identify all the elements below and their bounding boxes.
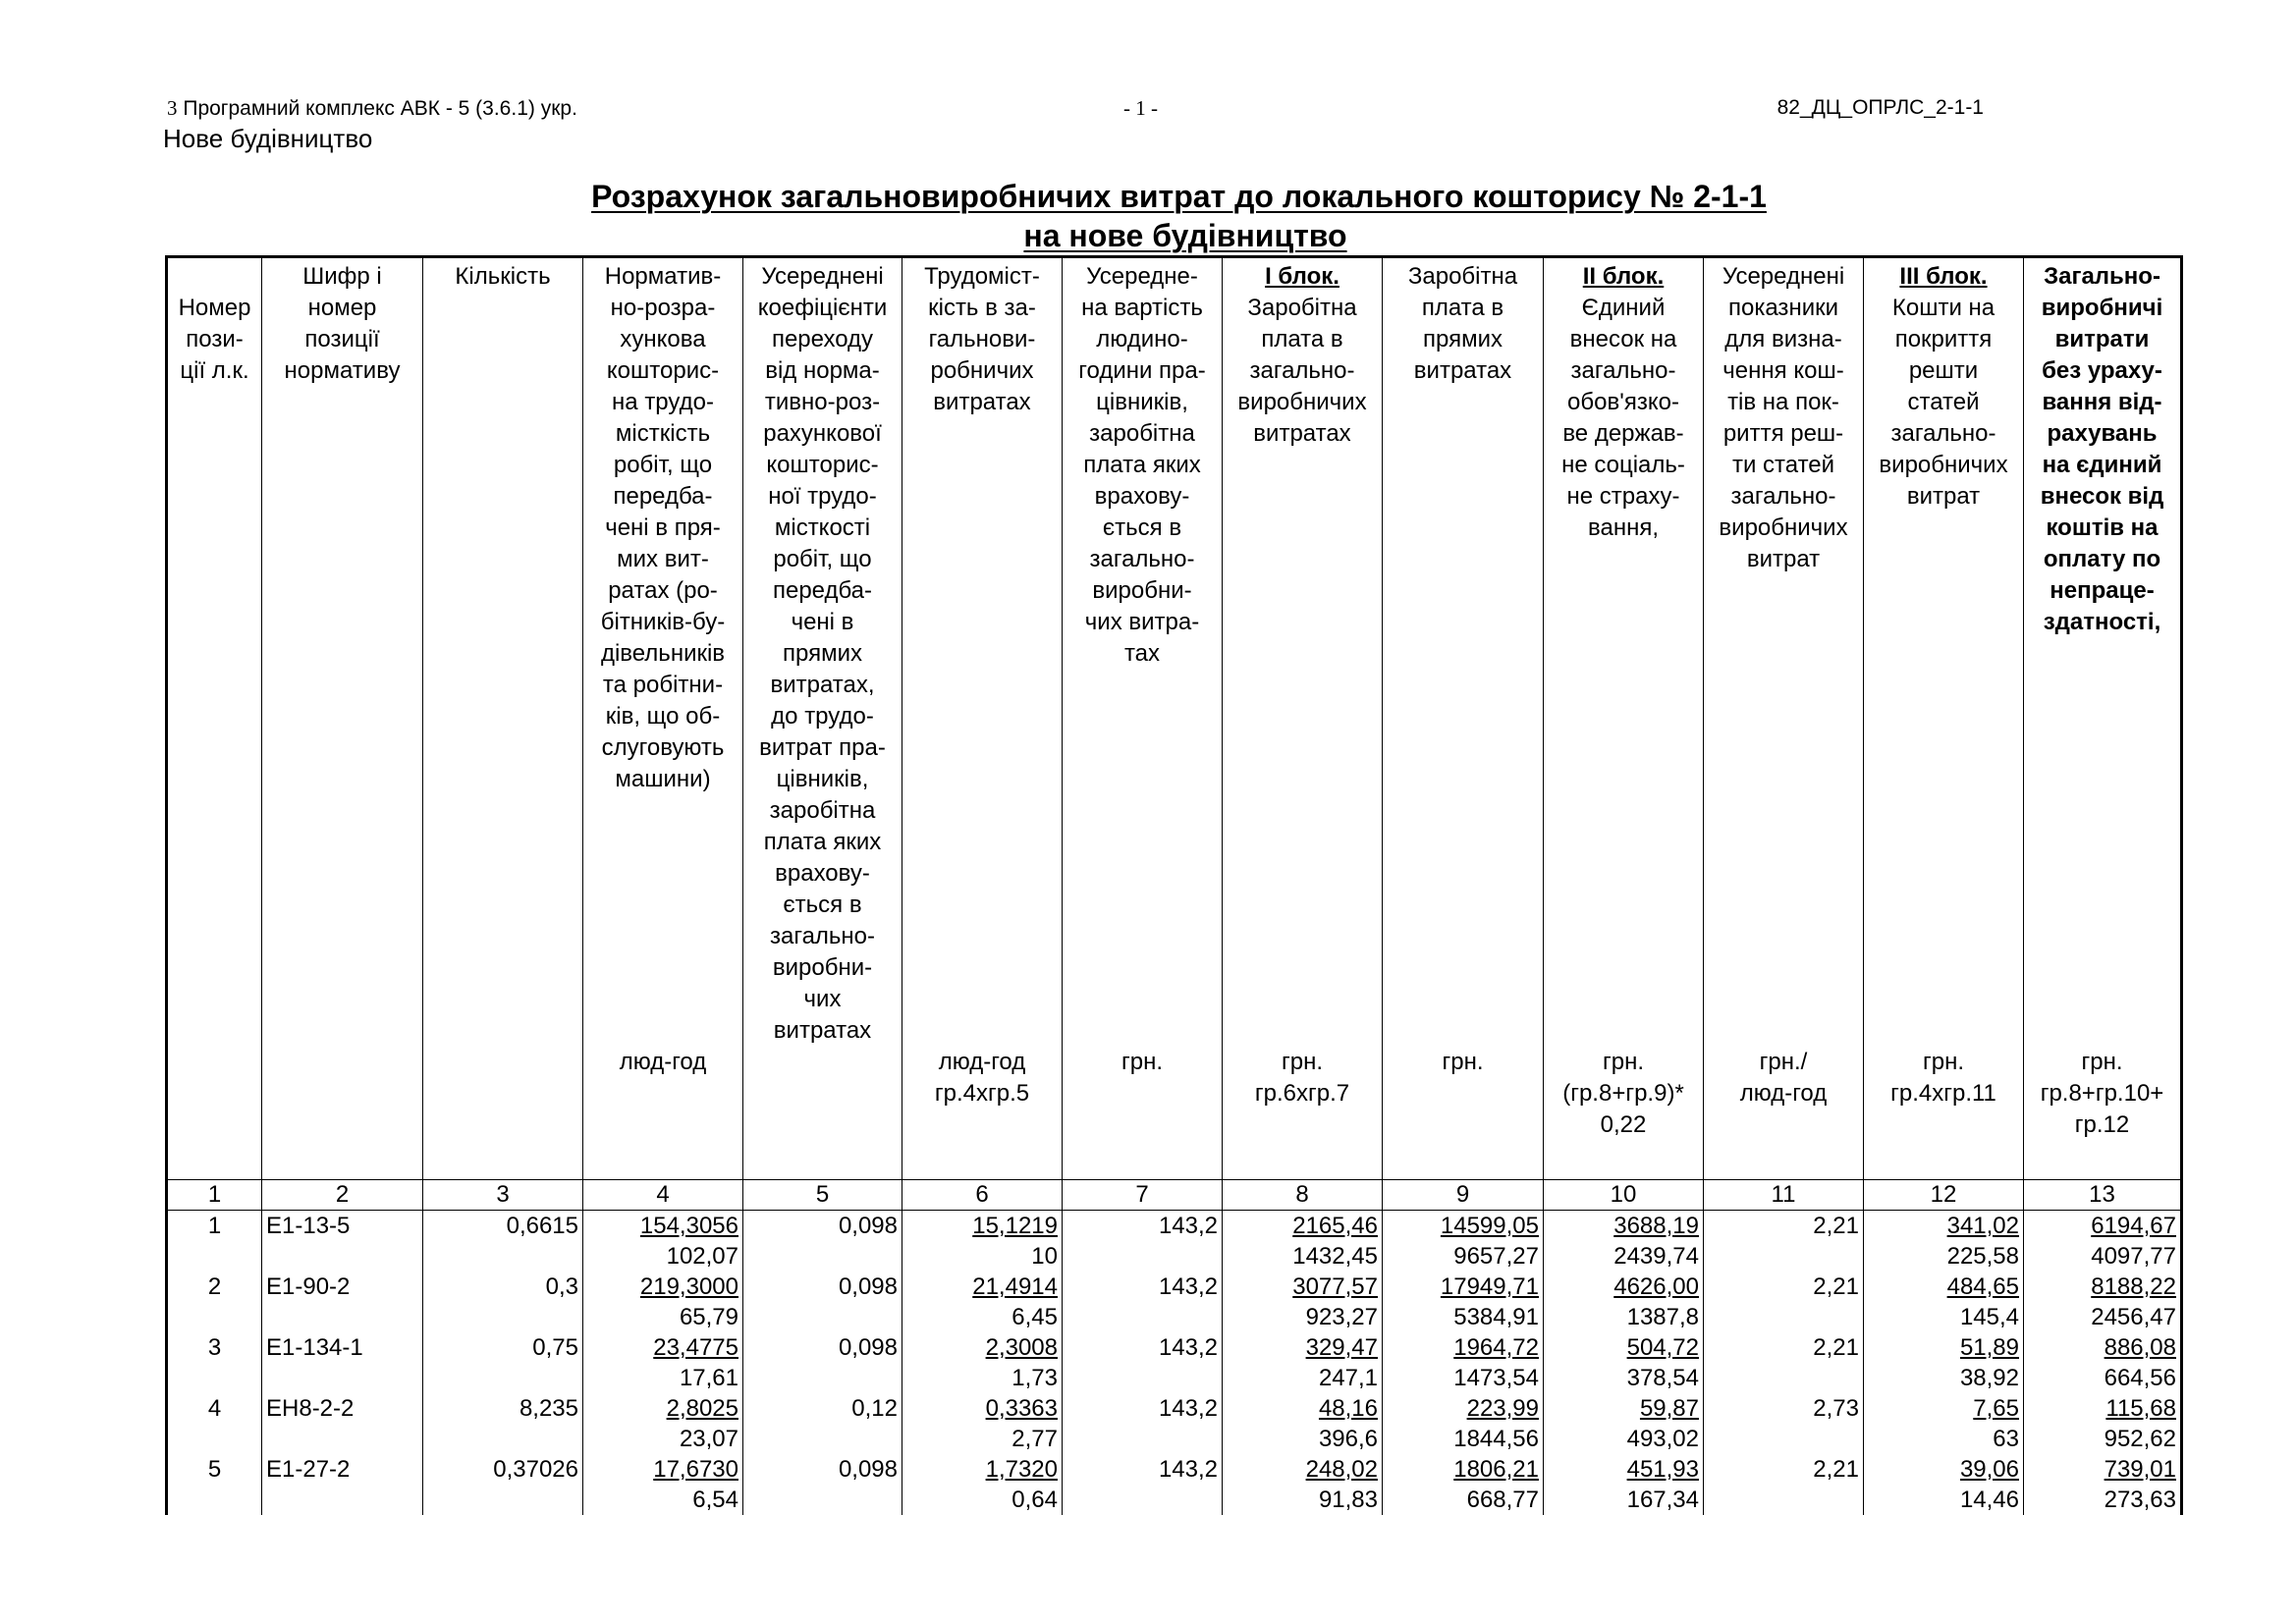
cell-value: 23,4775 <box>653 1334 738 1361</box>
cell-value: 0,098 <box>838 1456 898 1483</box>
cell-c5-secondary <box>743 1485 902 1515</box>
cell-c9 <box>1383 1332 1544 1363</box>
cell-c6 <box>902 1271 1063 1302</box>
cell-value: 219,3000 <box>639 1273 738 1300</box>
cell-value: 2,3008 <box>985 1334 1058 1361</box>
cell-value: 1 <box>207 1213 222 1239</box>
cell-code <box>262 1454 423 1485</box>
col-header-labor-intensity <box>583 257 743 1180</box>
table-row <box>167 1393 2182 1424</box>
cell-num <box>167 1211 262 1242</box>
cell-qty <box>423 1454 583 1485</box>
cell-c10-secondary: 2439,74 <box>1544 1241 1704 1271</box>
cell-c5-secondary <box>743 1302 902 1332</box>
cell-value: 8188,22 <box>2091 1273 2176 1300</box>
cell-c10-secondary: 167,34 <box>1544 1485 1704 1515</box>
overhead-cost-table <box>165 255 2183 1515</box>
cell-c4-secondary: 102,07 <box>583 1241 743 1271</box>
cell-value: 0,098 <box>838 1213 898 1239</box>
col-label: Шифр і номер позиції нормативу <box>284 263 401 384</box>
cell-value: 2,21 <box>1813 1273 1859 1300</box>
cell-code <box>262 1393 423 1424</box>
col-unit: грн. гр.8+гр.10+ гр.12 <box>2040 1049 2164 1138</box>
cell-c7 <box>1063 1211 1223 1242</box>
cell-c8-secondary: 923,27 <box>1223 1302 1383 1332</box>
col-label: Кошти на покриття решти статей загально- виробничих витрат <box>1879 295 2008 510</box>
cell-value: 0,6615 <box>506 1213 578 1239</box>
cell-c6-secondary: 6,45 <box>902 1302 1063 1332</box>
block-label: І блок. <box>1265 263 1339 290</box>
cell-c7-secondary <box>1063 1302 1223 1332</box>
cell-c7-secondary <box>1063 1424 1223 1454</box>
cell-value: 1,7320 <box>985 1456 1058 1483</box>
cell-c4-secondary: 6,54 <box>583 1485 743 1515</box>
col-label: Усереднені показники для визна- чення кош- тів на пок- риття реш- ти статей загально- виробничих витрат <box>1719 263 1848 572</box>
col-number: 9 <box>1383 1180 1544 1211</box>
cell-c5-secondary <box>743 1424 902 1454</box>
cell-c6 <box>902 1332 1063 1363</box>
cell-value: 886,08 <box>2104 1334 2176 1361</box>
cell-value: 48,16 <box>1318 1395 1378 1422</box>
title-line-1: Розрахунок загальновиробничих витрат до локального кошторису № 2-1-1 <box>591 179 1767 214</box>
cell-value: 143,2 <box>1158 1334 1218 1361</box>
page-header-left <box>167 96 577 121</box>
cell-code-secondary <box>262 1424 423 1454</box>
col-header-hour-cost <box>1063 257 1223 1180</box>
column-numbers-row <box>167 1180 2182 1211</box>
col-label: Норматив- но-розра- хункова кошторис- на трудо- місткість робіт, що передба- чені в пря- мих вит- ратах (ро- бітників-бу- дівельників та робітни- ків, що об- слуговують машини) <box>600 263 726 792</box>
cell-value: Е1-13-5 <box>266 1213 351 1239</box>
cell-c12 <box>1864 1393 2024 1424</box>
col-number: 2 <box>262 1180 423 1211</box>
cell-c8-secondary: 1432,45 <box>1223 1241 1383 1271</box>
cell-c12-secondary: 14,46 <box>1864 1485 2024 1515</box>
cell-num-secondary <box>167 1241 262 1271</box>
cell-value: Е1-27-2 <box>266 1456 351 1483</box>
cell-c13-secondary: 664,56 <box>2024 1363 2182 1393</box>
col-number: 8 <box>1223 1180 1383 1211</box>
cell-c12-secondary: 145,4 <box>1864 1302 2024 1332</box>
cell-c11 <box>1704 1271 1864 1302</box>
col-number: 4 <box>583 1180 743 1211</box>
cell-num <box>167 1332 262 1363</box>
col-label: Трудоміст- кість в за- гальнови- робничих витратах <box>924 263 1040 415</box>
cell-code-secondary <box>262 1363 423 1393</box>
software-name: Програмний комплекс АВК - 5 (3.6.1) укр. <box>183 97 577 120</box>
block-label: ІІ блок. <box>1582 263 1665 290</box>
cell-value: 143,2 <box>1158 1213 1218 1239</box>
cell-c11 <box>1704 1393 1864 1424</box>
cell-qty <box>423 1393 583 1424</box>
cell-value: 154,3056 <box>639 1213 738 1239</box>
col-header-position <box>167 257 262 1180</box>
cell-value: 248,02 <box>1305 1456 1378 1483</box>
cell-c9 <box>1383 1393 1544 1424</box>
cell-c13-secondary: 952,62 <box>2024 1424 2182 1454</box>
cell-qty-secondary <box>423 1302 583 1332</box>
cell-c11-secondary <box>1704 1424 1864 1454</box>
cell-c10 <box>1544 1211 1704 1242</box>
table-header-row <box>167 257 2182 1180</box>
cell-value: 143,2 <box>1158 1273 1218 1300</box>
cell-c6 <box>902 1454 1063 1485</box>
cell-value: 0,098 <box>838 1273 898 1300</box>
cell-value: 2,8025 <box>666 1395 738 1422</box>
cell-value: 59,87 <box>1639 1395 1699 1422</box>
cell-c8-secondary: 91,83 <box>1223 1485 1383 1515</box>
cell-c13 <box>2024 1211 2182 1242</box>
cell-c12 <box>1864 1454 2024 1485</box>
col-number: 6 <box>902 1180 1063 1211</box>
cell-c4-secondary: 65,79 <box>583 1302 743 1332</box>
cell-value: 0,3363 <box>985 1395 1058 1422</box>
col-label: Усередне- на вартість людино- години пра- цівників, заробітна плата яких врахову- ється в загально- виробни- чих витра- тах <box>1078 263 1206 667</box>
cell-qty <box>423 1332 583 1363</box>
cell-value: 1806,21 <box>1453 1456 1539 1483</box>
col-number: 10 <box>1544 1180 1704 1211</box>
cell-value: 504,72 <box>1626 1334 1699 1361</box>
cell-c4 <box>583 1271 743 1302</box>
cell-c6-secondary: 10 <box>902 1241 1063 1271</box>
cell-value: 0,098 <box>838 1334 898 1361</box>
cell-c10 <box>1544 1454 1704 1485</box>
cell-c10 <box>1544 1271 1704 1302</box>
cell-c8 <box>1223 1332 1383 1363</box>
cell-c9 <box>1383 1211 1544 1242</box>
cell-value: 2,21 <box>1813 1213 1859 1239</box>
table-row-secondary <box>167 1302 2182 1332</box>
cell-value: 1964,72 <box>1453 1334 1539 1361</box>
cell-c10 <box>1544 1393 1704 1424</box>
cell-c5 <box>743 1454 902 1485</box>
cell-c8 <box>1223 1454 1383 1485</box>
cell-c10 <box>1544 1332 1704 1363</box>
col-unit: люд-год гр.4хгр.5 <box>934 1049 1030 1107</box>
table-row-secondary <box>167 1241 2182 1271</box>
col-unit: грн. гр.4хгр.11 <box>1890 1049 1996 1107</box>
cell-value: 2 <box>207 1273 222 1300</box>
cell-c11-secondary <box>1704 1302 1864 1332</box>
col-number: 3 <box>423 1180 583 1211</box>
title-line-2: на нове будівництво <box>1023 218 1347 253</box>
cell-c6-secondary: 0,64 <box>902 1485 1063 1515</box>
col-number: 1 <box>167 1180 262 1211</box>
cell-value: 15,1219 <box>972 1213 1058 1239</box>
cell-c9-secondary: 9657,27 <box>1383 1241 1544 1271</box>
cell-c9-secondary: 1844,56 <box>1383 1424 1544 1454</box>
cell-num-secondary <box>167 1363 262 1393</box>
cell-c11-secondary <box>1704 1241 1864 1271</box>
cell-c12 <box>1864 1332 2024 1363</box>
cell-qty-secondary <box>423 1241 583 1271</box>
cell-qty <box>423 1271 583 1302</box>
cell-c9 <box>1383 1454 1544 1485</box>
col-header-code <box>262 257 423 1180</box>
cell-value: 143,2 <box>1158 1395 1218 1422</box>
cell-c12 <box>1864 1271 2024 1302</box>
cell-value: 5 <box>207 1456 222 1483</box>
block-label: ІІІ блок. <box>1899 263 1988 290</box>
cell-c10-secondary: 378,54 <box>1544 1363 1704 1393</box>
cell-c11-secondary <box>1704 1485 1864 1515</box>
cell-c9-secondary: 1473,54 <box>1383 1363 1544 1393</box>
cell-value: 21,4914 <box>972 1273 1058 1300</box>
cell-c12-secondary: 38,92 <box>1864 1363 2024 1393</box>
col-header-block-2 <box>1544 257 1704 1180</box>
table-row-secondary <box>167 1424 2182 1454</box>
col-label: Єдиний внесок на загально- обов'язко- ве держав- не соціаль- не страху- вання, <box>1561 295 1685 541</box>
col-unit: грн./ люд-год <box>1739 1049 1828 1107</box>
cell-qty-secondary <box>423 1485 583 1515</box>
col-unit: грн. гр.6хгр.7 <box>1254 1049 1350 1107</box>
cell-c6 <box>902 1211 1063 1242</box>
cell-value: 6194,67 <box>2091 1213 2176 1239</box>
table-row-secondary <box>167 1363 2182 1393</box>
cell-c4 <box>583 1393 743 1424</box>
cell-c7 <box>1063 1454 1223 1485</box>
table-row <box>167 1271 2182 1302</box>
cell-value: 0,75 <box>532 1334 578 1361</box>
cell-value: 4 <box>207 1395 222 1422</box>
cell-c6 <box>902 1393 1063 1424</box>
col-number: 5 <box>743 1180 902 1211</box>
cell-c8 <box>1223 1393 1383 1424</box>
cell-c13 <box>2024 1393 2182 1424</box>
col-header-overhead-labor <box>902 257 1063 1180</box>
cell-c7-secondary <box>1063 1241 1223 1271</box>
document-title <box>569 177 1789 255</box>
col-label: Кількість <box>455 263 551 290</box>
cell-c12 <box>1864 1211 2024 1242</box>
cell-c5 <box>743 1393 902 1424</box>
cell-value: 7,65 <box>1973 1395 2019 1422</box>
cell-value: 0,3 <box>545 1273 578 1300</box>
cell-c8 <box>1223 1211 1383 1242</box>
cell-value: 14599,05 <box>1440 1213 1539 1239</box>
cell-c4-secondary: 23,07 <box>583 1424 743 1454</box>
cell-value: Е1-134-1 <box>266 1334 363 1361</box>
cell-c7-secondary <box>1063 1485 1223 1515</box>
col-unit: грн. (гр.8+гр.9)* 0,22 <box>1562 1049 1684 1138</box>
cell-value: 2165,46 <box>1292 1213 1378 1239</box>
cell-c13 <box>2024 1454 2182 1485</box>
cell-value: 3688,19 <box>1613 1213 1699 1239</box>
header-prefix: 3 <box>167 96 178 120</box>
cell-c4 <box>583 1454 743 1485</box>
cell-value: 2,21 <box>1813 1456 1859 1483</box>
col-label: Заробітна плата в загально- виробничих витратах <box>1237 295 1367 447</box>
cell-value: 3 <box>207 1334 222 1361</box>
cell-value: 115,68 <box>2105 1395 2176 1422</box>
cell-value: 39,06 <box>1959 1456 2019 1483</box>
table-row <box>167 1454 2182 1485</box>
cell-code <box>262 1271 423 1302</box>
cell-value: 17949,71 <box>1440 1273 1539 1300</box>
col-label: Загально- виробничі витрати без ураху- вання від- рахувань на єдиний внесок від коштів на оплату по непраце- здатності, <box>2040 263 2164 635</box>
col-header-total-overhead <box>2024 257 2182 1180</box>
cell-qty <box>423 1211 583 1242</box>
cell-c11 <box>1704 1332 1864 1363</box>
cell-c11 <box>1704 1211 1864 1242</box>
col-label: Номер пози- ції л.к. <box>178 295 251 384</box>
cell-num <box>167 1271 262 1302</box>
cell-value: 3077,57 <box>1292 1273 1378 1300</box>
cell-c6-secondary: 1,73 <box>902 1363 1063 1393</box>
cell-code-secondary <box>262 1302 423 1332</box>
col-header-quantity <box>423 257 583 1180</box>
cell-c5 <box>743 1271 902 1302</box>
col-label: Усереднені коефіцієнти переходу від норма- тивно-роз- рахункової кошторис- ної трудо- місткості робіт, що передба- чені в прямих витратах, до трудо- витрат пра- цівників, заробітна плата яких врахову- ється в загально- виробни- чих витратах <box>757 263 888 1044</box>
cell-qty-secondary <box>423 1363 583 1393</box>
table-row <box>167 1211 2182 1242</box>
cell-c4 <box>583 1332 743 1363</box>
cell-c10-secondary: 1387,8 <box>1544 1302 1704 1332</box>
table-row <box>167 1332 2182 1363</box>
col-number: 12 <box>1864 1180 2024 1211</box>
cell-num <box>167 1454 262 1485</box>
cell-c7-secondary <box>1063 1363 1223 1393</box>
cell-c11-secondary <box>1704 1363 1864 1393</box>
cell-value: 143,2 <box>1158 1456 1218 1483</box>
cell-c7 <box>1063 1332 1223 1363</box>
construction-type: Нове будівництво <box>163 124 373 153</box>
cell-num <box>167 1393 262 1424</box>
cell-value: 4626,00 <box>1613 1273 1699 1300</box>
cell-c7 <box>1063 1271 1223 1302</box>
col-number: 13 <box>2024 1180 2182 1211</box>
cell-c5 <box>743 1211 902 1242</box>
cell-c9 <box>1383 1271 1544 1302</box>
cell-c5 <box>743 1332 902 1363</box>
cell-c6-secondary: 2,77 <box>902 1424 1063 1454</box>
cell-code <box>262 1211 423 1242</box>
cell-c12-secondary: 63 <box>1864 1424 2024 1454</box>
cell-c13-secondary: 4097,77 <box>2024 1241 2182 1271</box>
col-header-transition-coef <box>743 257 902 1180</box>
cell-value: Е1-90-2 <box>266 1273 351 1300</box>
cell-value: 8,235 <box>519 1395 578 1422</box>
cell-code-secondary <box>262 1241 423 1271</box>
cell-c13 <box>2024 1271 2182 1302</box>
cell-c9-secondary: 5384,91 <box>1383 1302 1544 1332</box>
cell-value: 2,21 <box>1813 1334 1859 1361</box>
col-header-direct-wages <box>1383 257 1544 1180</box>
cell-c13 <box>2024 1332 2182 1363</box>
cell-value: 484,65 <box>1946 1273 2019 1300</box>
col-unit: люд-год <box>619 1049 707 1075</box>
cell-value: 451,93 <box>1626 1456 1699 1483</box>
cell-code-secondary <box>262 1485 423 1515</box>
cell-code <box>262 1332 423 1363</box>
cell-c8-secondary: 396,6 <box>1223 1424 1383 1454</box>
cell-c11 <box>1704 1454 1864 1485</box>
cell-num-secondary <box>167 1302 262 1332</box>
col-number: 7 <box>1063 1180 1223 1211</box>
col-header-block-3 <box>1864 257 2024 1180</box>
cell-c9-secondary: 668,77 <box>1383 1485 1544 1515</box>
cell-value: ЕН8-2-2 <box>266 1395 355 1422</box>
cell-value: 2,73 <box>1813 1395 1859 1422</box>
cell-c5-secondary <box>743 1363 902 1393</box>
cell-value: 739,01 <box>2104 1456 2176 1483</box>
col-unit: грн. <box>1442 1049 1484 1075</box>
cell-c4-secondary: 17,61 <box>583 1363 743 1393</box>
cell-value: 329,47 <box>1305 1334 1378 1361</box>
col-number: 11 <box>1704 1180 1864 1211</box>
cell-c4 <box>583 1211 743 1242</box>
cell-c12-secondary: 225,58 <box>1864 1241 2024 1271</box>
cell-c8 <box>1223 1271 1383 1302</box>
document-code: 82_ДЦ_ОПРЛС_2-1-1 <box>1777 96 1984 119</box>
cell-num-secondary <box>167 1485 262 1515</box>
cell-value: 51,89 <box>1959 1334 2019 1361</box>
cell-value: 0,37026 <box>493 1456 578 1483</box>
page-number: - 1 - <box>1123 96 1158 120</box>
cell-value: 0,12 <box>851 1395 898 1422</box>
cell-c5-secondary <box>743 1241 902 1271</box>
cell-c13-secondary: 2456,47 <box>2024 1302 2182 1332</box>
cell-value: 17,6730 <box>653 1456 738 1483</box>
cell-value: 223,99 <box>1466 1395 1539 1422</box>
table-row-secondary <box>167 1485 2182 1515</box>
cell-value: 341,02 <box>1946 1213 2019 1239</box>
cell-c7 <box>1063 1393 1223 1424</box>
col-header-block-1 <box>1223 257 1383 1180</box>
cell-c13-secondary: 273,63 <box>2024 1485 2182 1515</box>
cell-num-secondary <box>167 1424 262 1454</box>
cell-c10-secondary: 493,02 <box>1544 1424 1704 1454</box>
col-header-avg-indicators <box>1704 257 1864 1180</box>
cell-c8-secondary: 247,1 <box>1223 1363 1383 1393</box>
col-unit: грн. <box>1121 1049 1164 1075</box>
col-label: Заробітна плата в прямих витратах <box>1407 263 1518 384</box>
cell-qty-secondary <box>423 1424 583 1454</box>
